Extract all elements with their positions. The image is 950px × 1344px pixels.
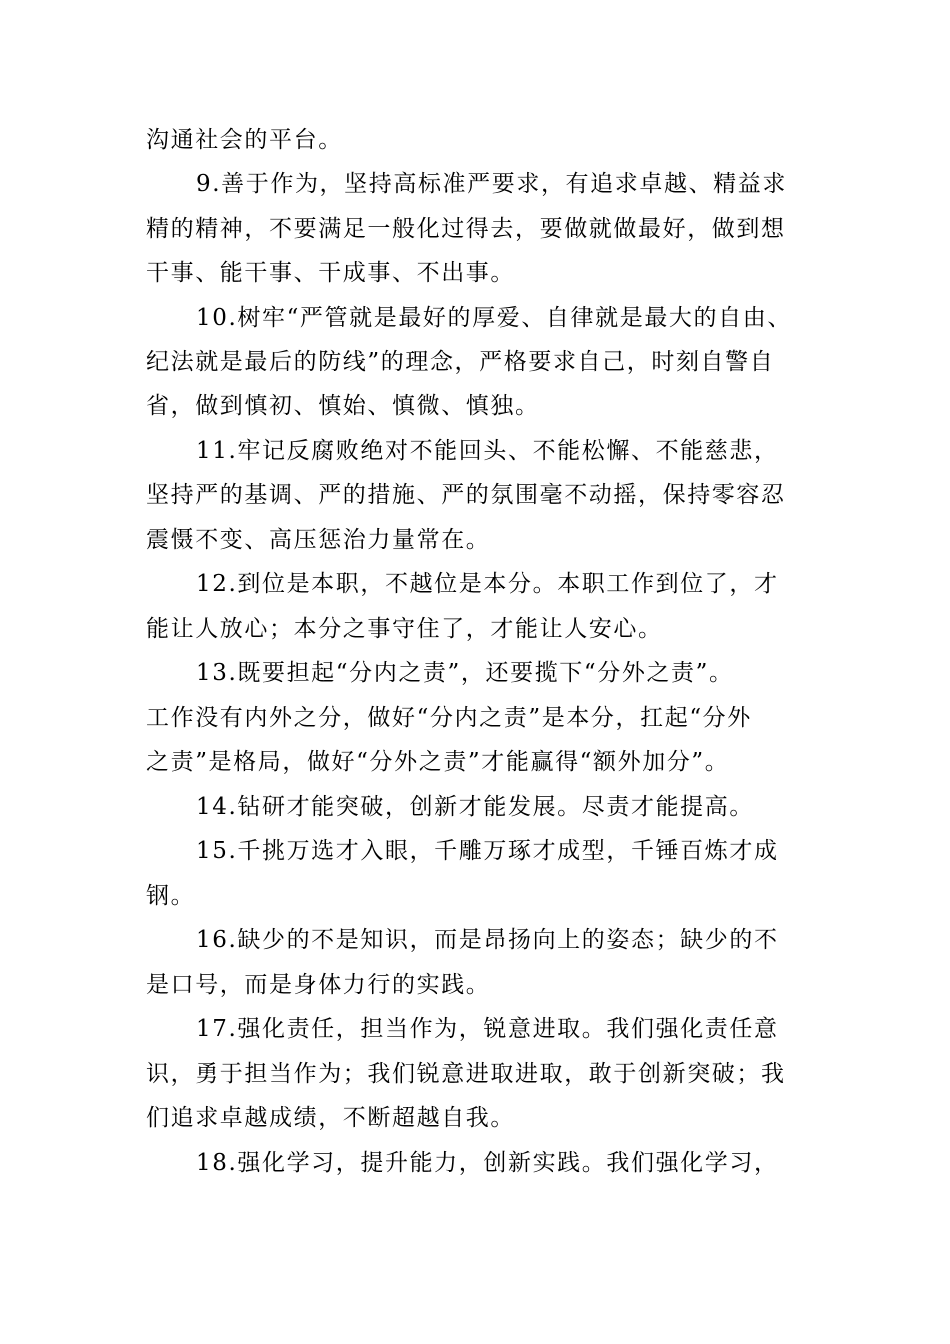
paragraph-line: 是口号，而是身体力行的实践。 xyxy=(146,972,491,998)
paragraph-first-line: 17.强化责任，担当作为，锐意进取。我们强化责任意 xyxy=(196,1016,779,1042)
paragraph-first-line: 18.强化学习，提升能力，创新实践。我们强化学习， xyxy=(196,1150,779,1176)
paragraph-first-line: 12.到位是本职，不越位是本分。本职工作到位了，才 xyxy=(196,571,779,597)
paragraph-first-line: 14.钻研才能突破，创新才能发展。尽责才能提高。 xyxy=(196,794,754,820)
paragraph-line: 钢。 xyxy=(146,883,196,909)
paragraph-first-line: 16.缺少的不是知识，而是昂扬向上的姿态；缺少的不 xyxy=(196,927,779,953)
paragraph-line: 之责”是格局，做好“分外之责”才能赢得“额外加分”。 xyxy=(146,749,730,775)
paragraph-line: 震慑不变、高压惩治力量常在。 xyxy=(146,527,491,553)
paragraph-line: 省，做到慎初、慎始、慎微、慎独。 xyxy=(146,393,540,419)
paragraph-first-line: 11.牢记反腐败绝对不能回头、不能松懈、不能慈悲， xyxy=(196,438,779,464)
paragraph-line: 纪法就是最后的防线”的理念，严格要求自己，时刻自警自 xyxy=(146,349,775,375)
paragraph-line: 坚持严的基调、严的措施、严的氛围毫不动摇，保持零容忍 xyxy=(146,482,786,508)
paragraph-first-line: 9.善于作为，坚持高标准严要求，有追求卓越、精益求 xyxy=(196,171,787,197)
paragraph-line: 识，勇于担当作为；我们锐意进取进取，敢于创新突破；我 xyxy=(146,1061,786,1087)
paragraph-line: 们追求卓越成绩，不断超越自我。 xyxy=(146,1105,515,1131)
paragraph-line: 沟通社会的平台。 xyxy=(146,127,343,153)
paragraph-first-line: 13.既要担起“分内之责”，还要揽下“分外之责”。 xyxy=(196,660,734,686)
paragraph-first-line: 15.千挑万选才入眼，千雕万琢才成型，千锤百炼才成 xyxy=(196,838,779,864)
paragraph-line: 工作没有内外之分，做好“分内之责”是本分，扛起“分外 xyxy=(146,705,752,731)
paragraph-line: 精的精神，不要满足一般化过得去，要做就做最好，做到想 xyxy=(146,216,786,242)
paragraph-first-line: 10.树牢“严管就是最好的厚爱、自律就是最大的自由、 xyxy=(196,305,792,331)
paragraph-line: 干事、能干事、干成事、不出事。 xyxy=(146,260,515,286)
paragraph-line: 能让人放心；本分之事守住了，才能让人安心。 xyxy=(146,616,663,642)
